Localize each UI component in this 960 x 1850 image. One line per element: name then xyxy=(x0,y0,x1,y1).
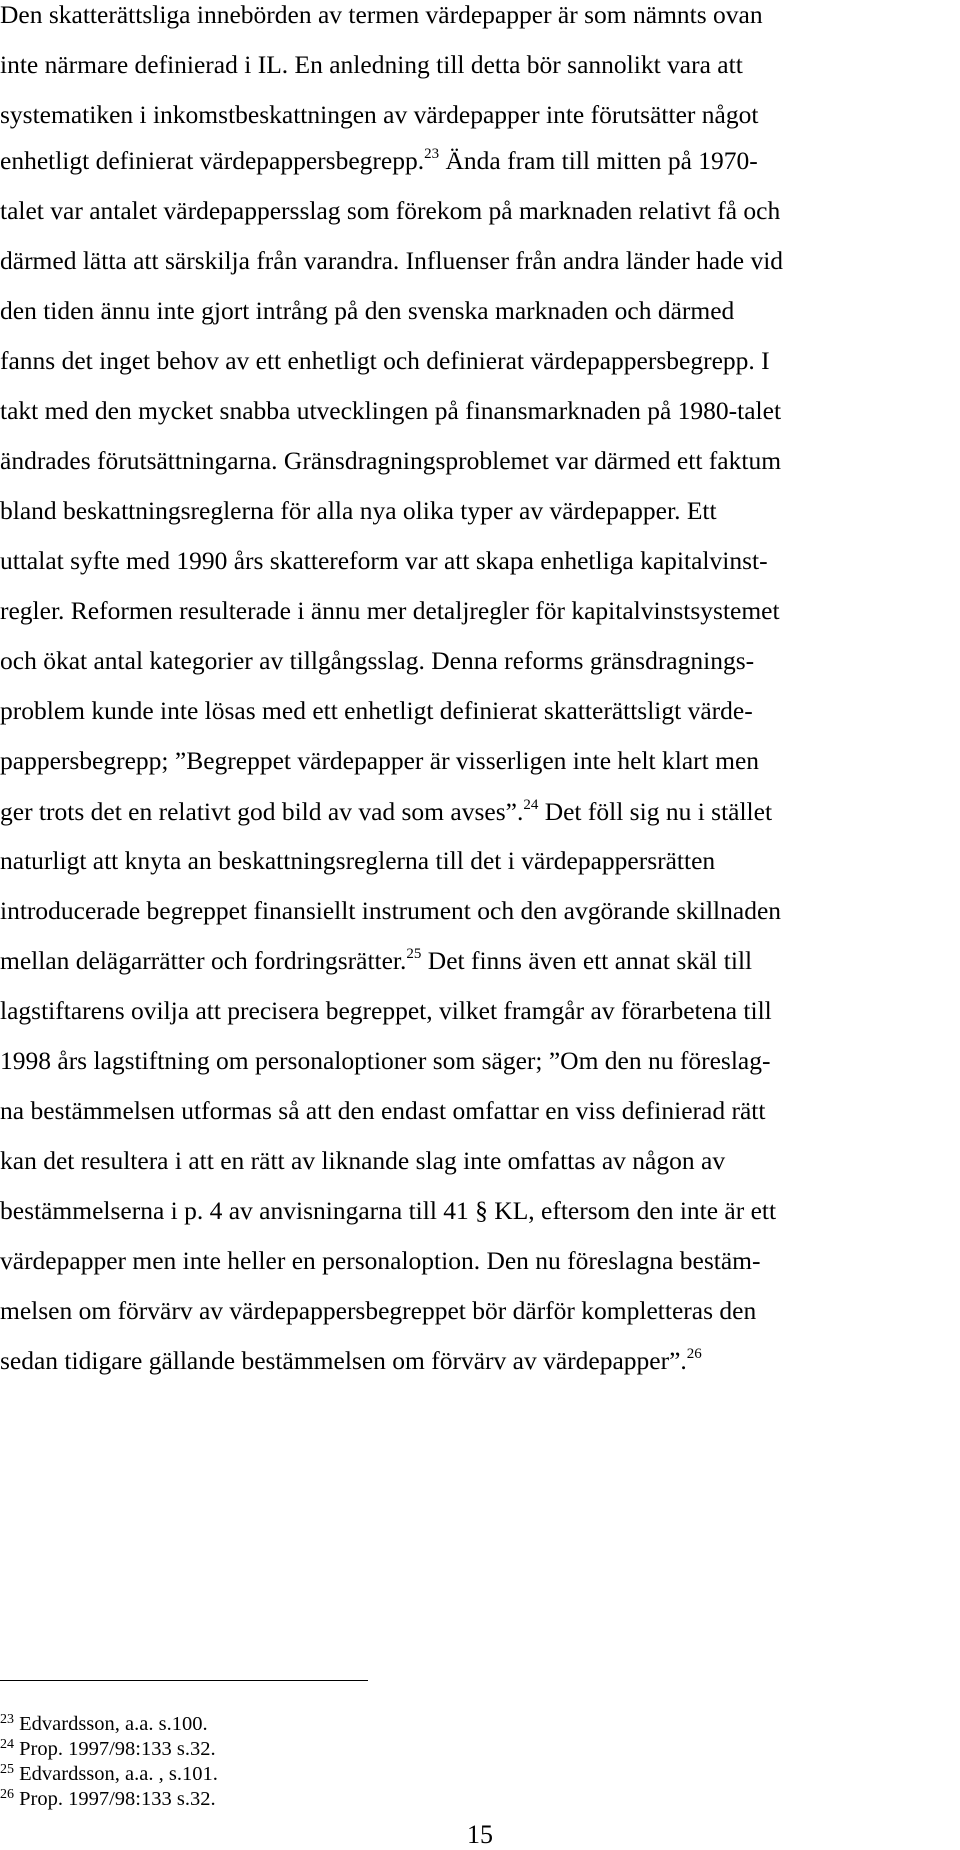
footnote-reference: 25 xyxy=(406,946,422,962)
body-text-run: systematiken i inkomstbeskattningen av värdepapper inte förutsätter något xyxy=(0,100,759,129)
body-text-run: kan det resultera i att en rätt av liknande slag inte omfattas av någon av xyxy=(0,1146,726,1175)
footnote-reference: 26 xyxy=(686,1346,702,1362)
body-text-run: och ökat antal kategorier av tillgångsslag. Denna reforms gränsdragnings- xyxy=(0,646,755,675)
body-text-run: fanns det inget behov av ett enhetligt och definierat värdepappersbegrepp. I xyxy=(0,346,770,375)
body-text-run: Den skatterättsliga innebörden av termen värdepapper är som nämnts ovan xyxy=(0,0,763,29)
footnote-item xyxy=(0,1736,216,1763)
body-text-run: talet var antalet värdepappersslag som förekom på marknaden relativt få och xyxy=(0,196,781,225)
body-text-run: den tiden ännu inte gjort intrång på den svenska marknaden och därmed xyxy=(0,296,735,325)
body-text-run: bestämmelserna i p. 4 av anvisningarna till 41 § KL, eftersom den inte är ett xyxy=(0,1196,777,1225)
footnote-reference: 23 xyxy=(424,146,440,162)
body-text-run: na bestämmelsen utformas så att den endast omfattar en viss definierad rätt xyxy=(0,1096,766,1125)
footnote-item xyxy=(0,1761,218,1788)
body-text-run: inte närmare definierad i IL. En anledning till detta bör sannolikt vara att xyxy=(0,50,743,79)
body-text-run: Det finns även ett annat skäl till xyxy=(421,946,753,975)
body-text-run: ger trots det en relativt god bild av vad som avses”. xyxy=(0,797,524,826)
body-text-run: bland beskattningsreglerna för alla nya olika typer av värdepapper. Ett xyxy=(0,496,717,525)
footnote-item xyxy=(0,1711,208,1738)
body-text-run: värdepapper men inte heller en personaloption. Den nu föreslagna bestäm- xyxy=(0,1246,761,1275)
body-text-run: Ända fram till mitten på 1970- xyxy=(439,146,758,175)
footnote-text: Edvardsson, a.a. , s.101. xyxy=(14,1763,218,1785)
body-text-run: sedan tidigare gällande bestämmelsen om förvärv av värdepapper”. xyxy=(0,1346,687,1375)
body-text-run: enhetligt definierat värdepappersbegrepp. xyxy=(0,146,425,175)
page-number: 15 xyxy=(467,1820,493,1849)
footnote-reference: 24 xyxy=(523,797,539,813)
body-text-run: regler. Reformen resulterade i ännu mer detaljregler för kapitalvinstsystemet xyxy=(0,596,780,625)
body-text-run: lagstiftarens ovilja att precisera begreppet, vilket framgår av förarbetena till xyxy=(0,996,772,1025)
body-text-run: uttalat syfte med 1990 års skattereform var att skapa enhetliga kapitalvinst- xyxy=(0,546,768,575)
footnote-number: 23 xyxy=(0,1712,14,1727)
body-text-run: mellan delägarrätter och fordringsrätter. xyxy=(0,946,407,975)
body-text-run: naturligt att knyta an beskattningsreglerna till det i värdepappersrätten xyxy=(0,846,716,875)
footnote-text: Prop. 1997/98:133 s.32. xyxy=(14,1788,216,1810)
body-text-run: därmed lätta att särskilja från varandra. Influenser från andra länder hade vid xyxy=(0,246,784,275)
body-text-run: pappersbegrepp; ”Begreppet värdepapper är visserligen inte helt klart men xyxy=(0,746,760,775)
footnote-text: Prop. 1997/98:133 s.32. xyxy=(14,1738,216,1760)
body-text-run: melsen om förvärv av värdepappersbegreppet bör därför kompletteras den xyxy=(0,1296,757,1325)
body-line xyxy=(0,1332,702,1390)
footnote-number: 25 xyxy=(0,1762,14,1777)
footnote-separator xyxy=(0,1680,368,1681)
body-text-run: takt med den mycket snabba utvecklingen på finansmarknaden på 1980-talet xyxy=(0,396,782,425)
footnote-text: Edvardsson, a.a. s.100. xyxy=(14,1713,208,1735)
body-text-run: problem kunde inte lösas med ett enhetligt definierat skatterättsligt värde- xyxy=(0,696,753,725)
body-text-run: introducerade begreppet finansiellt instrument och den avgörande skillnaden xyxy=(0,896,782,925)
body-text-run: ändrades förutsättningarna. Gränsdragningsproblemet var därmed ett faktum xyxy=(0,446,782,475)
body-text-run: 1998 års lagstiftning om personaloptioner som säger; ”Om den nu föreslag- xyxy=(0,1046,771,1075)
footnote-number: 26 xyxy=(0,1787,14,1802)
footnote-item xyxy=(0,1786,216,1813)
footnote-number: 24 xyxy=(0,1737,14,1752)
body-line xyxy=(0,732,759,790)
body-text-run: Det föll sig nu i stället xyxy=(538,797,773,826)
